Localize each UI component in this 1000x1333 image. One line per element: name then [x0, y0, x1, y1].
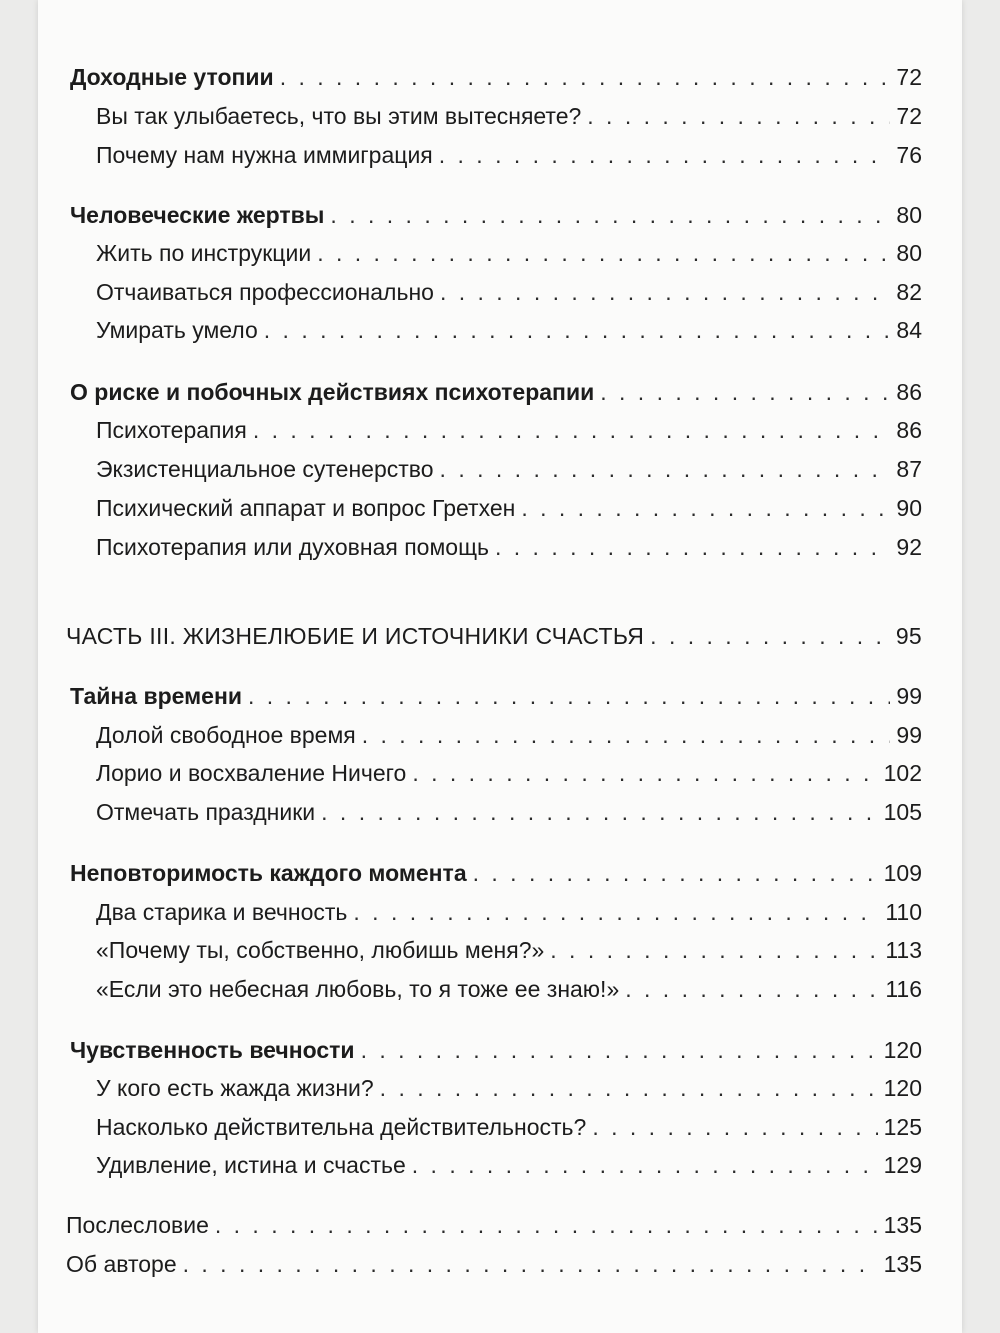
dot-leader — [412, 758, 877, 788]
dot-leader — [380, 1073, 878, 1103]
table-of-contents — [38, 0, 962, 1333]
toc-entry-title: Отмечать праздники — [96, 799, 316, 825]
toc-entry-title: Два старика и вечность — [96, 899, 348, 925]
toc-entry-page-number: 102 — [883, 760, 922, 786]
dot-leader — [650, 621, 890, 651]
toc-entry — [70, 62, 922, 92]
toc-entry-title: Доходные утопии — [70, 64, 274, 90]
toc-entry — [96, 493, 922, 523]
dot-leader — [625, 974, 879, 1004]
toc-entry — [96, 238, 922, 268]
dot-leader — [253, 415, 891, 445]
toc-entry — [96, 797, 922, 827]
toc-entry-page-number: 80 — [896, 202, 922, 228]
toc-entry-page-number: 113 — [885, 937, 922, 963]
toc-entry — [70, 377, 922, 407]
toc-entry — [70, 1035, 922, 1065]
toc-entry-page-number: 90 — [896, 495, 922, 521]
dot-leader — [353, 897, 879, 927]
toc-entry-title: Лорио и восхваление Ничего — [96, 760, 407, 786]
dot-leader — [361, 1035, 878, 1065]
toc-entry — [66, 1210, 922, 1240]
dot-leader — [330, 200, 890, 230]
toc-entry — [96, 101, 922, 131]
toc-entry-title: «Если это небесная любовь, то я тоже ее знаю!» — [96, 976, 620, 1002]
toc-entry-title: Послесловие — [66, 1212, 209, 1238]
toc-entry-page-number: 86 — [896, 379, 922, 405]
toc-entry-title: Психотерапия или духовная помощь — [96, 534, 489, 560]
toc-entry-page-number: 120 — [883, 1037, 922, 1063]
toc-entry — [70, 681, 922, 711]
toc-entry — [96, 758, 922, 788]
dot-leader — [587, 101, 890, 131]
toc-entry — [96, 935, 922, 965]
toc-entry-page-number: 76 — [896, 142, 922, 168]
toc-entry — [66, 621, 922, 651]
toc-entry — [96, 1073, 922, 1103]
toc-entry — [96, 532, 922, 562]
toc-entry-page-number: 116 — [885, 976, 922, 1002]
toc-entry-title: Насколько действительна действительность? — [96, 1114, 587, 1140]
toc-entry-title: Удивление, истина и счастье — [96, 1152, 406, 1178]
toc-entry-title: Неповторимость каждого момента — [70, 860, 467, 886]
toc-entry-page-number: 105 — [883, 799, 922, 825]
toc-entry-page-number: 135 — [883, 1212, 922, 1238]
toc-entry — [96, 454, 922, 484]
toc-entry-title: Об авторе — [66, 1251, 177, 1277]
dot-leader — [440, 454, 891, 484]
toc-entry-title: Вы так улыбаетесь, что вы этим вытесняете? — [96, 103, 582, 129]
dot-leader — [495, 532, 890, 562]
dot-leader — [280, 62, 891, 92]
toc-entry-title: Чувственность вечности — [70, 1037, 355, 1063]
toc-entry-title: Жить по инструкции — [96, 240, 312, 266]
toc-entry-title: Почему нам нужна иммиграция — [96, 142, 433, 168]
toc-entry-page-number: 99 — [896, 683, 922, 709]
toc-entry — [96, 140, 922, 170]
toc-entry — [96, 277, 922, 307]
toc-entry-page-number: 110 — [885, 899, 922, 925]
toc-entry-page-number: 135 — [883, 1251, 922, 1277]
dot-leader — [248, 681, 890, 711]
toc-entry-page-number: 80 — [896, 240, 922, 266]
toc-entry-page-number: 99 — [896, 722, 922, 748]
toc-entry — [70, 200, 922, 230]
toc-entry — [70, 858, 922, 888]
toc-entry-title: «Почему ты, собственно, любишь меня?» — [96, 937, 545, 963]
dot-leader — [362, 720, 891, 750]
toc-entry — [66, 1249, 922, 1279]
dot-leader — [550, 935, 879, 965]
dot-leader — [600, 377, 890, 407]
toc-entry-title: Психотерапия — [96, 417, 247, 443]
dot-leader — [521, 493, 890, 523]
dot-leader — [321, 797, 877, 827]
dot-leader — [264, 315, 891, 345]
toc-entry — [96, 974, 922, 1004]
toc-entry — [96, 1112, 922, 1142]
toc-entry-page-number: 129 — [883, 1152, 922, 1178]
dot-leader — [439, 140, 891, 170]
toc-entry-title: ЧАСТЬ III. ЖИЗНЕЛЮБИЕ И ИСТОЧНИКИ СЧАСТЬЯ — [66, 623, 645, 649]
dot-leader — [473, 858, 878, 888]
toc-entry-title: Тайна времени — [70, 683, 242, 709]
toc-entry-page-number: 86 — [896, 417, 922, 443]
toc-entry — [96, 720, 922, 750]
toc-entry-page-number: 87 — [896, 456, 922, 482]
dot-leader — [412, 1150, 878, 1180]
toc-entry-page-number: 120 — [883, 1075, 922, 1101]
toc-entry — [96, 415, 922, 445]
toc-entry-title: Долой свободное время — [96, 722, 356, 748]
book-page — [38, 0, 962, 1333]
toc-entry-page-number: 125 — [883, 1114, 922, 1140]
toc-entry-page-number: 109 — [883, 860, 922, 886]
toc-entry-page-number: 84 — [896, 317, 922, 343]
dot-leader — [592, 1112, 877, 1142]
toc-entry-page-number: 72 — [896, 103, 922, 129]
toc-entry-title: Психический аппарат и вопрос Гретхен — [96, 495, 516, 521]
dot-leader — [440, 277, 890, 307]
toc-entry-title: Человеческие жертвы — [70, 202, 325, 228]
toc-entry-title: О риске и побочных действиях психотерапии — [70, 379, 595, 405]
toc-entry-page-number: 82 — [896, 279, 922, 305]
toc-entry-page-number: 72 — [896, 64, 922, 90]
toc-entry-title: Отчаиваться профессионально — [96, 279, 434, 305]
dot-leader — [215, 1210, 878, 1240]
toc-entry-page-number: 95 — [895, 623, 922, 649]
dot-leader — [183, 1249, 878, 1279]
toc-entry-title: Экзистенциальное сутенерство — [96, 456, 434, 482]
toc-entry-page-number: 92 — [896, 534, 922, 560]
dot-leader — [317, 238, 890, 268]
toc-entry — [96, 1150, 922, 1180]
toc-entry-title: Умирать умело — [96, 317, 258, 343]
toc-entry — [96, 897, 922, 927]
toc-entry-title: У кого есть жажда жизни? — [96, 1075, 374, 1101]
toc-entry — [96, 315, 922, 345]
